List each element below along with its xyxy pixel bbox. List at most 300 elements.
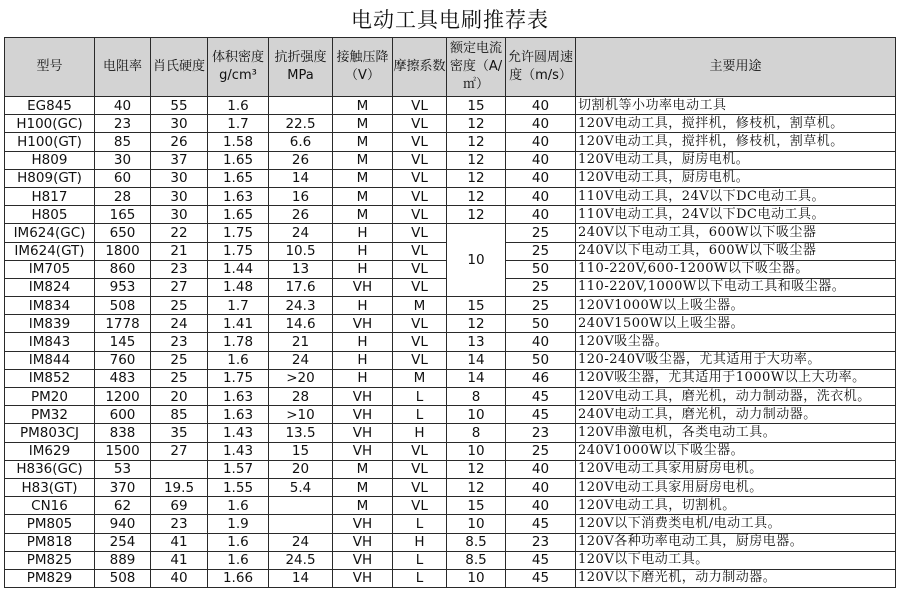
cell-current-density: 12 <box>447 315 506 333</box>
cell-friction: L <box>393 406 447 424</box>
table-row <box>5 115 896 133</box>
cell-speed: 23 <box>506 533 576 551</box>
cell-hardness: 30 <box>151 115 208 133</box>
cell-grade: H817 <box>5 187 95 205</box>
cell-current-density: 10 <box>447 406 506 424</box>
cell-speed: 25 <box>506 442 576 460</box>
cell-use: 240V电动工具，磨光机，动力制动器。 <box>576 406 896 424</box>
cell-use: 120-240V吸尘器，尤其适用于大功率。 <box>576 351 896 369</box>
cell-strength: >20 <box>269 369 333 387</box>
cell-density: 1.65 <box>208 169 269 187</box>
cell-resistivity: 60 <box>95 169 151 187</box>
cell-resistivity: 254 <box>95 533 151 551</box>
header-density: 体积密度g/cm³ <box>208 38 269 97</box>
cell-use: 120V吸尘器。 <box>576 333 896 351</box>
table-row <box>5 187 896 205</box>
header-voltage-drop: 接触压降（V） <box>333 38 393 97</box>
cell-speed: 40 <box>506 169 576 187</box>
cell-voltage-drop: VH <box>333 424 393 442</box>
table-row <box>5 333 896 351</box>
cell-strength: 24 <box>269 224 333 242</box>
cell-use: 切割机等小功率电动工具 <box>576 97 896 115</box>
cell-resistivity: 838 <box>95 424 151 442</box>
cell-density: 1.75 <box>208 242 269 260</box>
cell-strength: 17.6 <box>269 278 333 296</box>
cell-friction: VL <box>393 206 447 224</box>
cell-current-density: 15 <box>447 297 506 315</box>
cell-density: 1.9 <box>208 515 269 533</box>
cell-resistivity: 1200 <box>95 388 151 406</box>
cell-strength: >10 <box>269 406 333 424</box>
cell-strength: 26 <box>269 151 333 169</box>
cell-friction: VL <box>393 460 447 478</box>
cell-strength <box>269 515 333 533</box>
cell-resistivity: 860 <box>95 260 151 278</box>
cell-current-density: 15 <box>447 497 506 515</box>
cell-hardness: 30 <box>151 187 208 205</box>
cell-friction: VL <box>393 224 447 242</box>
cell-resistivity: 508 <box>95 297 151 315</box>
cell-strength: 10.5 <box>269 242 333 260</box>
cell-hardness: 25 <box>151 351 208 369</box>
cell-use: 120V1000W以上吸尘器。 <box>576 297 896 315</box>
cell-hardness: 23 <box>151 333 208 351</box>
cell-use: 120V电动工具，搅拌机，修枝机，割草机。 <box>576 115 896 133</box>
cell-grade: H83(GT) <box>5 478 95 496</box>
cell-use: 110-220V,1000W以下电动工具和吸尘器。 <box>576 278 896 296</box>
cell-density: 1.6 <box>208 551 269 569</box>
cell-hardness: 69 <box>151 497 208 515</box>
cell-density: 1.7 <box>208 297 269 315</box>
cell-strength: 6.6 <box>269 133 333 151</box>
cell-current-density: 12 <box>447 115 506 133</box>
cell-speed: 25 <box>506 297 576 315</box>
cell-density: 1.63 <box>208 388 269 406</box>
cell-friction: VL <box>393 242 447 260</box>
cell-current-density: 12 <box>447 187 506 205</box>
table-row <box>5 478 896 496</box>
cell-speed: 45 <box>506 515 576 533</box>
table-row <box>5 460 896 478</box>
table-row <box>5 442 896 460</box>
cell-density: 1.75 <box>208 369 269 387</box>
cell-grade: IM844 <box>5 351 95 369</box>
cell-strength: 24 <box>269 351 333 369</box>
cell-friction: L <box>393 569 447 587</box>
cell-grade: IM839 <box>5 315 95 333</box>
cell-use: 120V电动工具家用厨房电机。 <box>576 460 896 478</box>
cell-friction: H <box>393 533 447 551</box>
cell-speed: 25 <box>506 278 576 296</box>
cell-grade: IM824 <box>5 278 95 296</box>
cell-speed: 40 <box>506 133 576 151</box>
cell-speed: 45 <box>506 406 576 424</box>
cell-speed: 40 <box>506 478 576 496</box>
cell-strength <box>269 497 333 515</box>
cell-strength: 28 <box>269 388 333 406</box>
cell-hardness: 40 <box>151 569 208 587</box>
cell-current-density: 10 <box>447 442 506 460</box>
cell-strength: 24.5 <box>269 551 333 569</box>
cell-speed: 45 <box>506 551 576 569</box>
header-grade: 型号 <box>5 38 95 97</box>
cell-density: 1.75 <box>208 224 269 242</box>
table-row <box>5 369 896 387</box>
cell-speed: 50 <box>506 260 576 278</box>
cell-voltage-drop: M <box>333 206 393 224</box>
cell-current-density: 12 <box>447 478 506 496</box>
cell-grade: CN16 <box>5 497 95 515</box>
cell-resistivity: 145 <box>95 333 151 351</box>
table-row <box>5 424 896 442</box>
cell-friction: L <box>393 515 447 533</box>
cell-voltage-drop: VH <box>333 388 393 406</box>
cell-speed: 46 <box>506 369 576 387</box>
cell-use: 120V电动工具，搅拌机，修枝机，割草机。 <box>576 133 896 151</box>
cell-use: 120V串激电机，各类电动工具。 <box>576 424 896 442</box>
cell-current-density: 13 <box>447 333 506 351</box>
cell-resistivity: 1800 <box>95 242 151 260</box>
cell-voltage-drop: H <box>333 333 393 351</box>
cell-strength: 22.5 <box>269 115 333 133</box>
cell-density: 1.55 <box>208 478 269 496</box>
cell-use: 120V以下磨光机，动力制动器。 <box>576 569 896 587</box>
cell-current-density-merged: 10 <box>447 224 506 297</box>
table-row <box>5 551 896 569</box>
cell-friction: VL <box>393 497 447 515</box>
cell-voltage-drop: VH <box>333 315 393 333</box>
cell-grade: H836(GC) <box>5 460 95 478</box>
table-row <box>5 515 896 533</box>
cell-friction: VL <box>393 351 447 369</box>
cell-current-density: 10 <box>447 569 506 587</box>
cell-use: 240V以下电动工具，600W以下吸尘器 <box>576 224 896 242</box>
cell-hardness: 41 <box>151 551 208 569</box>
cell-density: 1.58 <box>208 133 269 151</box>
cell-grade: PM805 <box>5 515 95 533</box>
cell-friction: M <box>393 297 447 315</box>
header-strength: 抗折强度MPa <box>269 38 333 97</box>
cell-hardness: 37 <box>151 151 208 169</box>
cell-friction: H <box>393 424 447 442</box>
cell-speed: 45 <box>506 569 576 587</box>
table-row <box>5 497 896 515</box>
cell-speed: 50 <box>506 351 576 369</box>
cell-friction: VL <box>393 315 447 333</box>
cell-voltage-drop: M <box>333 478 393 496</box>
cell-resistivity: 1500 <box>95 442 151 460</box>
cell-hardness: 27 <box>151 442 208 460</box>
table-row <box>5 133 896 151</box>
cell-hardness: 35 <box>151 424 208 442</box>
cell-density: 1.43 <box>208 424 269 442</box>
header-current-density: 额定电流密度（A/㎡） <box>447 38 506 97</box>
cell-voltage-drop: VH <box>333 406 393 424</box>
cell-hardness: 55 <box>151 97 208 115</box>
cell-speed: 40 <box>506 333 576 351</box>
cell-resistivity: 650 <box>95 224 151 242</box>
cell-speed: 40 <box>506 115 576 133</box>
cell-hardness: 19.5 <box>151 478 208 496</box>
cell-speed: 25 <box>506 242 576 260</box>
cell-speed: 40 <box>506 187 576 205</box>
cell-use: 120V电动工具，厨房电机。 <box>576 169 896 187</box>
cell-voltage-drop: H <box>333 297 393 315</box>
cell-friction: VL <box>393 97 447 115</box>
table-row <box>5 224 896 242</box>
cell-resistivity: 53 <box>95 460 151 478</box>
cell-density: 1.65 <box>208 206 269 224</box>
cell-voltage-drop: VH <box>333 515 393 533</box>
cell-resistivity: 508 <box>95 569 151 587</box>
cell-friction: VL <box>393 442 447 460</box>
cell-speed: 40 <box>506 151 576 169</box>
cell-friction: VL <box>393 260 447 278</box>
cell-grade: PM20 <box>5 388 95 406</box>
header-use: 主要用途 <box>576 38 896 97</box>
cell-speed: 40 <box>506 206 576 224</box>
cell-use: 120V各种功率电动工具，厨房电器。 <box>576 533 896 551</box>
cell-use: 110V电动工具，24V以下DC电动工具。 <box>576 206 896 224</box>
cell-voltage-drop: VH <box>333 551 393 569</box>
cell-voltage-drop: H <box>333 242 393 260</box>
page-title: 电动工具电刷推荐表 <box>351 8 549 32</box>
cell-current-density: 12 <box>447 169 506 187</box>
table-row <box>5 406 896 424</box>
cell-density: 1.66 <box>208 569 269 587</box>
cell-strength: 14 <box>269 569 333 587</box>
cell-current-density: 15 <box>447 97 506 115</box>
cell-grade: PM32 <box>5 406 95 424</box>
cell-hardness: 23 <box>151 515 208 533</box>
cell-strength: 14.6 <box>269 315 333 333</box>
cell-friction: VL <box>393 169 447 187</box>
cell-resistivity: 40 <box>95 97 151 115</box>
cell-grade: IM624(GT) <box>5 242 95 260</box>
cell-density: 1.63 <box>208 187 269 205</box>
header-resistivity: 电阻率 <box>95 38 151 97</box>
cell-voltage-drop: VH <box>333 533 393 551</box>
cell-use: 120V电动工具家用厨房电机。 <box>576 478 896 496</box>
cell-strength: 15 <box>269 442 333 460</box>
cell-strength: 16 <box>269 187 333 205</box>
cell-resistivity: 62 <box>95 497 151 515</box>
cell-friction: L <box>393 388 447 406</box>
cell-resistivity: 940 <box>95 515 151 533</box>
cell-use: 120V电动工具，切割机。 <box>576 497 896 515</box>
cell-speed: 45 <box>506 388 576 406</box>
cell-voltage-drop: M <box>333 169 393 187</box>
cell-voltage-drop: VH <box>333 442 393 460</box>
cell-friction: VL <box>393 187 447 205</box>
cell-hardness: 24 <box>151 315 208 333</box>
cell-voltage-drop: M <box>333 97 393 115</box>
cell-voltage-drop: M <box>333 151 393 169</box>
cell-hardness: 22 <box>151 224 208 242</box>
table-body <box>5 97 896 588</box>
cell-grade: PM825 <box>5 551 95 569</box>
cell-current-density: 14 <box>447 351 506 369</box>
cell-hardness: 20 <box>151 388 208 406</box>
cell-current-density: 12 <box>447 133 506 151</box>
cell-current-density: 12 <box>447 206 506 224</box>
cell-density: 1.48 <box>208 278 269 296</box>
cell-hardness: 21 <box>151 242 208 260</box>
cell-speed: 25 <box>506 224 576 242</box>
table-row <box>5 297 896 315</box>
cell-use: 110V电动工具，24V以下DC电动工具。 <box>576 187 896 205</box>
cell-density: 1.41 <box>208 315 269 333</box>
table-row <box>5 388 896 406</box>
cell-strength <box>269 97 333 115</box>
cell-friction: VL <box>393 478 447 496</box>
cell-hardness: 25 <box>151 369 208 387</box>
cell-grade: EG845 <box>5 97 95 115</box>
cell-strength: 20 <box>269 460 333 478</box>
cell-use: 240V1000W以下吸尘器。 <box>576 442 896 460</box>
cell-grade: H809(GT) <box>5 169 95 187</box>
cell-voltage-drop: VH <box>333 569 393 587</box>
cell-strength: 24.3 <box>269 297 333 315</box>
cell-grade: H100(GT) <box>5 133 95 151</box>
cell-grade: IM629 <box>5 442 95 460</box>
cell-speed: 40 <box>506 97 576 115</box>
cell-grade: PM818 <box>5 533 95 551</box>
cell-speed: 40 <box>506 460 576 478</box>
cell-hardness <box>151 460 208 478</box>
cell-strength: 24 <box>269 533 333 551</box>
cell-grade: PM803CJ <box>5 424 95 442</box>
cell-current-density: 8.5 <box>447 551 506 569</box>
cell-hardness: 30 <box>151 169 208 187</box>
cell-voltage-drop: H <box>333 224 393 242</box>
cell-grade: PM829 <box>5 569 95 587</box>
cell-voltage-drop: VH <box>333 278 393 296</box>
cell-density: 1.44 <box>208 260 269 278</box>
cell-current-density: 8.5 <box>447 533 506 551</box>
cell-resistivity: 483 <box>95 369 151 387</box>
cell-density: 1.7 <box>208 115 269 133</box>
cell-grade: H100(GC) <box>5 115 95 133</box>
cell-strength: 26 <box>269 206 333 224</box>
table-row <box>5 569 896 587</box>
cell-voltage-drop: M <box>333 460 393 478</box>
cell-current-density: 8 <box>447 424 506 442</box>
cell-resistivity: 28 <box>95 187 151 205</box>
cell-density: 1.6 <box>208 97 269 115</box>
cell-density: 1.6 <box>208 533 269 551</box>
cell-resistivity: 23 <box>95 115 151 133</box>
cell-speed: 40 <box>506 497 576 515</box>
cell-use: 120V以下电动工具。 <box>576 551 896 569</box>
cell-voltage-drop: H <box>333 369 393 387</box>
cell-density: 1.78 <box>208 333 269 351</box>
cell-voltage-drop: M <box>333 187 393 205</box>
table-header-row <box>5 38 896 97</box>
cell-voltage-drop: H <box>333 260 393 278</box>
cell-resistivity: 600 <box>95 406 151 424</box>
cell-hardness: 41 <box>151 533 208 551</box>
brush-recommendation-table <box>4 37 896 588</box>
table-row <box>5 97 896 115</box>
cell-grade: H805 <box>5 206 95 224</box>
cell-resistivity: 30 <box>95 151 151 169</box>
cell-hardness: 23 <box>151 260 208 278</box>
cell-strength: 13.5 <box>269 424 333 442</box>
cell-friction: VL <box>393 278 447 296</box>
cell-speed: 50 <box>506 315 576 333</box>
cell-hardness: 26 <box>151 133 208 151</box>
cell-strength: 5.4 <box>269 478 333 496</box>
cell-density: 1.6 <box>208 497 269 515</box>
cell-voltage-drop: M <box>333 115 393 133</box>
cell-resistivity: 1778 <box>95 315 151 333</box>
cell-use: 240V1500W以上吸尘器。 <box>576 315 896 333</box>
cell-voltage-drop: H <box>333 351 393 369</box>
cell-density: 1.6 <box>208 351 269 369</box>
cell-hardness: 85 <box>151 406 208 424</box>
cell-strength: 14 <box>269 169 333 187</box>
table-row <box>5 351 896 369</box>
cell-hardness: 25 <box>151 297 208 315</box>
cell-grade: H809 <box>5 151 95 169</box>
cell-friction: L <box>393 551 447 569</box>
cell-use: 120V以下消费类电机/电动工具。 <box>576 515 896 533</box>
table-row <box>5 315 896 333</box>
cell-density: 1.43 <box>208 442 269 460</box>
cell-strength: 13 <box>269 260 333 278</box>
cell-voltage-drop: M <box>333 133 393 151</box>
cell-use: 110-220V,600-1200W以下吸尘器。 <box>576 260 896 278</box>
cell-resistivity: 889 <box>95 551 151 569</box>
cell-resistivity: 370 <box>95 478 151 496</box>
cell-density: 1.63 <box>208 406 269 424</box>
cell-resistivity: 85 <box>95 133 151 151</box>
cell-grade: IM852 <box>5 369 95 387</box>
cell-resistivity: 760 <box>95 351 151 369</box>
cell-friction: VL <box>393 115 447 133</box>
cell-resistivity: 953 <box>95 278 151 296</box>
cell-grade: IM624(GC) <box>5 224 95 242</box>
cell-use: 120V吸尘器，尤其适用于1000W以上大功率。 <box>576 369 896 387</box>
table-row <box>5 206 896 224</box>
cell-grade: IM843 <box>5 333 95 351</box>
cell-voltage-drop: M <box>333 497 393 515</box>
cell-friction: VL <box>393 333 447 351</box>
table-row <box>5 533 896 551</box>
cell-friction: VL <box>393 151 447 169</box>
cell-strength: 21 <box>269 333 333 351</box>
cell-current-density: 12 <box>447 460 506 478</box>
header-speed: 允许圆周速度（m/s） <box>506 38 576 97</box>
table-row <box>5 169 896 187</box>
cell-current-density: 12 <box>447 151 506 169</box>
cell-friction: M <box>393 369 447 387</box>
cell-use: 120V电动工具，磨光机，动力制动器，洗衣机。 <box>576 388 896 406</box>
cell-density: 1.57 <box>208 460 269 478</box>
table-row <box>5 151 896 169</box>
cell-hardness: 30 <box>151 206 208 224</box>
cell-use: 120V电动工具，厨房电机。 <box>576 151 896 169</box>
cell-current-density: 14 <box>447 369 506 387</box>
cell-hardness: 27 <box>151 278 208 296</box>
cell-current-density: 10 <box>447 515 506 533</box>
cell-grade: IM834 <box>5 297 95 315</box>
cell-speed: 23 <box>506 424 576 442</box>
cell-density: 1.65 <box>208 151 269 169</box>
cell-resistivity: 165 <box>95 206 151 224</box>
header-friction: 摩擦系数 <box>393 38 447 97</box>
